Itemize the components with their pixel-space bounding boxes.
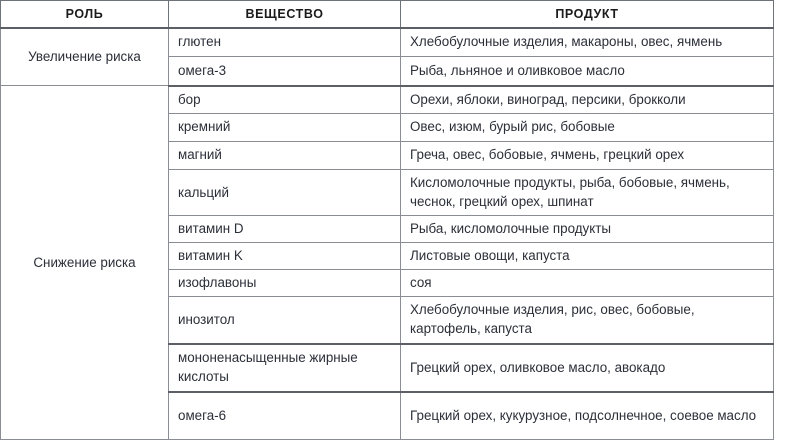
product-cell: Хлебобулочные изделия, макароны, овес, ячмень bbox=[401, 28, 774, 57]
substance-cell: изофлавоны bbox=[169, 270, 401, 297]
product-cell: Орехи, яблоки, виноград, персики, брокколи bbox=[401, 86, 774, 114]
table-header bbox=[1, 1, 774, 28]
substance-cell: кальций bbox=[169, 170, 401, 216]
product-cell: соя bbox=[401, 270, 774, 297]
role-cell-decrease-risk: Снижение риска bbox=[1, 86, 169, 440]
header-row bbox=[1, 1, 774, 28]
table-row bbox=[1, 28, 774, 57]
substance-cell: витамин K bbox=[169, 243, 401, 270]
substance-cell: глютен bbox=[169, 28, 401, 57]
product-cell: Кисломолочные продукты, рыба, бобовые, ячмень, чеснок, грецкий орех, шпинат bbox=[401, 170, 774, 216]
substance-cell: омега-6 bbox=[169, 392, 401, 440]
column-header-product: ПРОДУКТ bbox=[401, 1, 774, 28]
product-cell: Хлебобулочные изделия, рис, овес, бобовые, картофель, капуста bbox=[401, 297, 774, 344]
substance-cell: бор bbox=[169, 86, 401, 114]
product-cell: Грецкий орех, оливковое масло, авокадо bbox=[401, 344, 774, 392]
product-cell: Овес, изюм, бурый рис, бобовые bbox=[401, 114, 774, 142]
product-cell: Рыба, кисломолочные продукты bbox=[401, 216, 774, 243]
table-body bbox=[1, 28, 774, 440]
product-cell: Греча, овес, бобовые, ячмень, грецкий орех bbox=[401, 142, 774, 170]
product-cell: Листовые овощи, капуста bbox=[401, 243, 774, 270]
product-cell: Грецкий орех, кукурузное, подсолнечное, соевое масло bbox=[401, 392, 774, 440]
role-cell-increase-risk: Увеличение риска bbox=[1, 28, 169, 86]
substance-cell: витамин D bbox=[169, 216, 401, 243]
substance-cell: мононенасыщенные жирные кислоты bbox=[169, 344, 401, 392]
substance-cell: инозитол bbox=[169, 297, 401, 344]
substance-cell: омега-3 bbox=[169, 57, 401, 86]
substance-cell: кремний bbox=[169, 114, 401, 142]
column-header-substance: ВЕЩЕСТВО bbox=[169, 1, 401, 28]
table-row bbox=[1, 86, 774, 114]
column-header-role: РОЛЬ bbox=[1, 1, 169, 28]
substance-cell: магний bbox=[169, 142, 401, 170]
product-cell: Рыба, льняное и оливковое масло bbox=[401, 57, 774, 86]
